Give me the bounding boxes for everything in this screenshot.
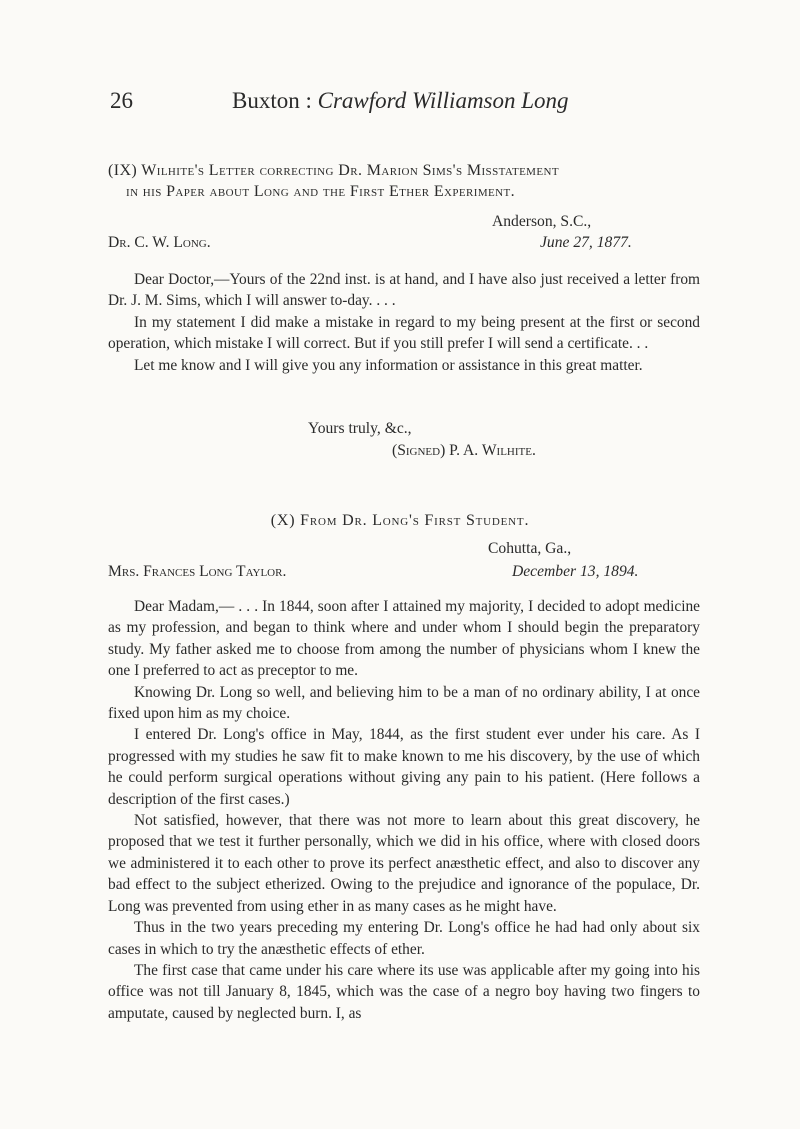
letter1-date: June 27, 1877. — [540, 234, 632, 251]
letter2-paragraph: Not satisfied, however, that there was not more to learn about this great discovery, he proposed that we test it further personally, which we did in his office, where with closed doors we administered it to each other to prove its perfect anæsthetic effect, and also to discover any bad effect to the subject etherized. Owing to the prejudice and ignorance of the populace, Dr. Long was prevented from using ether in as many cases as he might have. — [108, 812, 700, 915]
running-title-subject: Crawford Williamson Long — [317, 88, 569, 113]
section-ix-title — [108, 160, 708, 202]
letter2-date: December 13, 1894. — [512, 563, 639, 580]
letter2-paragraph: Dear Madam,— . . . In 1844, soon after I attained my majority, I decided to adopt medicine as my profession, and began to think where and under whom I should begin the preparatory study. My father asked me to choose from among the number of physicians whom I knew the one I preferred to act as preceptor to me. — [108, 598, 700, 680]
letter2-paragraph: The first case that came under his care where its use was applicable after my going into his office was not till January 8, 1845, which was the case of a negro boy having two fingers to amputate, caused by neglected burn. I, as — [108, 961, 700, 1022]
letter1-place: Anderson, S.C., — [492, 213, 592, 230]
letter2-paragraph: Thus in the two years preceding my entering Dr. Long's office he had had only about six cases in which to try the anæsthetic effects of ether. — [108, 919, 700, 958]
letter1-closing: Yours truly, &c., — [308, 420, 412, 437]
letter2-paragraph: I entered Dr. Long's office in May, 1844, as the first student ever under his care. As I progressed with my studies he saw fit to make known to me his discovery, by the use of which he could perform surgical operations without giving any pain to his patient. (Here follows a description of the first cases.) — [108, 726, 700, 808]
letter2-place: Cohutta, Ga., — [488, 540, 572, 557]
section-ix-title-line1: (IX) Wilhite's Letter correcting Dr. Marion Sims's Misstatement — [108, 162, 559, 179]
running-title-author: Buxton : — [232, 88, 312, 113]
letter1-body — [108, 269, 700, 376]
section-ix-title-line2: in his Paper about Long and the First Ether Experiment. — [126, 183, 515, 200]
letter1-addressee: Dr. C. W. Long. — [108, 234, 211, 251]
letter1-paragraph: In my statement I did make a mistake in regard to my being present at the first or second operation, which mistake I will correct. But if you still prefer I will send a certificate. . . — [108, 313, 700, 353]
letter2-paragraph: Knowing Dr. Long so well, and believing him to be a man of no ordinary ability, I at once fixed upon him as my choice. — [108, 683, 700, 723]
letter1-paragraph: Dear Doctor,—Yours of the 22nd inst. is at hand, and I have also just received a letter from Dr. J. M. Sims, which I will answer to-day. . . . — [108, 271, 700, 310]
letter2-body — [108, 596, 700, 1024]
page-number: 26 — [110, 88, 133, 113]
running-title — [232, 88, 569, 114]
section-x-title: (X) From Dr. Long's First Student. — [270, 512, 530, 529]
letter2-addressee: Mrs. Frances Long Taylor. — [108, 563, 287, 580]
letter1-signature: (Signed) P. A. Wilhite. — [392, 442, 536, 459]
letter1-paragraph: Let me know and I will give you any information or assistance in this great matter. — [134, 356, 643, 374]
